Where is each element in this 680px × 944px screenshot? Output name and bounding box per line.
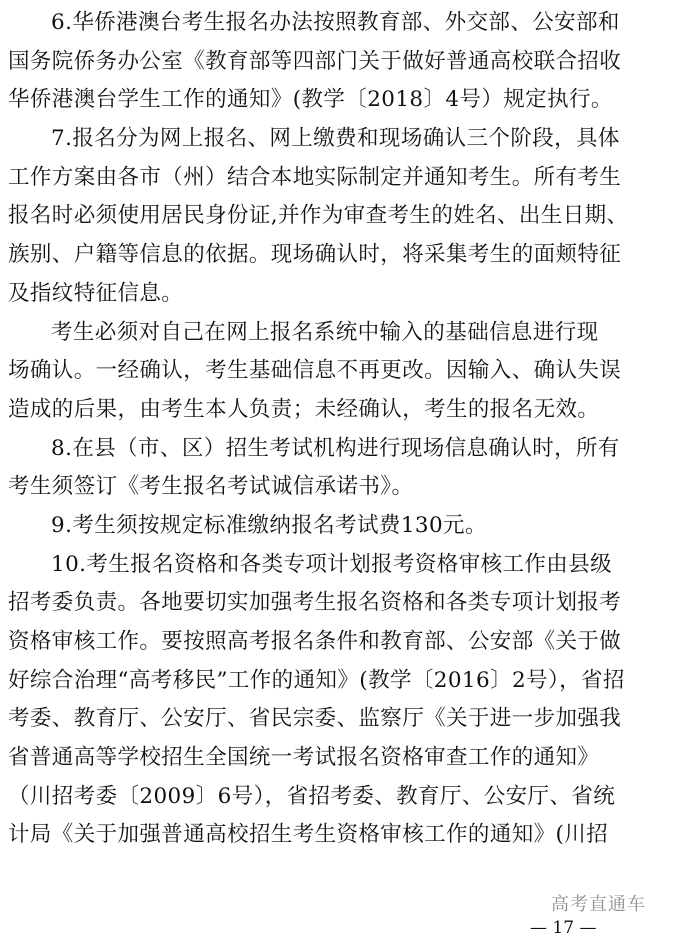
paragraph-8-line-1: 8.在县（市、区）招生考试机构进行现场信息确认时，所有 (51, 435, 620, 461)
paragraph-7-line-1: 7.报名分为网上报名、网上缴费和现场确认三个阶段，具体 (51, 126, 620, 152)
paragraph-10-line-2: 招考委负责。各地要切实加强考生报名资格和各类专项计划报考 (8, 590, 622, 616)
confirmation-paragraph-line-2: 场确认。一经确认，考生基础信息不再更改。因输入、确认失误 (8, 358, 622, 384)
watermark-text: 高考直通车 (551, 894, 646, 915)
paragraph-6-line-3: 华侨港澳台学生工作的通知》(教学〔2018〕4号）规定执行。 (8, 87, 613, 113)
paragraph-6-line-1: 6.华侨港澳台考生报名办法按照教育部、外交部、公安部和 (51, 10, 620, 35)
paragraph-10-line-3: 资格审核工作。要按照高考报名条件和教育部、公安部《关于做 (8, 629, 622, 654)
paragraph-7-line-2: 工作方案由各市（州）结合本地实际制定并通知考生。所有考生 (8, 164, 622, 190)
paragraph-7-line-4: 族别、户籍等信息的依据。现场确认时，将采集考生的面颊特征 (8, 242, 622, 268)
confirmation-paragraph-line-1: 考生必须对自己在网上报名系统中输入的基础信息进行现 (51, 319, 599, 345)
paragraph-6-line-2: 国务院侨务办公室《教育部等四部门关于做好普通高校联合招收 (8, 48, 622, 74)
paragraph-10-line-7: （川招考委〔2009〕6号），省招考委、教育厅、公安厅、省统 (8, 783, 616, 809)
page-number: — 17 — (530, 918, 597, 938)
paragraph-10-line-4: 好综合治理“高考移民”工作的通知》(教学〔2016〕2号），省招 (8, 667, 625, 693)
confirmation-paragraph-line-3: 造成的后果，由考生本人负责；未经确认，考生的报名无效。 (8, 396, 600, 422)
paragraph-7-line-5: 及指纹特征信息。 (8, 280, 184, 306)
document-body (8, 4, 648, 855)
paragraph-7-line-3: 报名时必须使用居民身份证,并作为审查考生的姓名、出生日期、 (8, 203, 629, 229)
paragraph-8-line-2: 考生须签订《考生报名考试诚信承诺书》。 (8, 474, 414, 500)
paragraph-10-line-6: 省普通高等学校招生全国统一考试报名资格审查工作的通知》 (8, 745, 600, 771)
paragraph-10-line-5: 考委、教育厅、公安厅、省民宗委、监察厅《关于进一步加强我 (8, 706, 622, 732)
paragraph-10-line-8: 计局《关于加强普通高校招生考生资格审核工作的通知》(川招 (8, 822, 609, 848)
paragraph-10-line-1: 10.考生报名资格和各类专项计划报考资格审核工作由县级 (51, 551, 612, 577)
paragraph-9-line-1: 9.考生须按规定标准缴纳报名考试费130元。 (51, 512, 487, 538)
